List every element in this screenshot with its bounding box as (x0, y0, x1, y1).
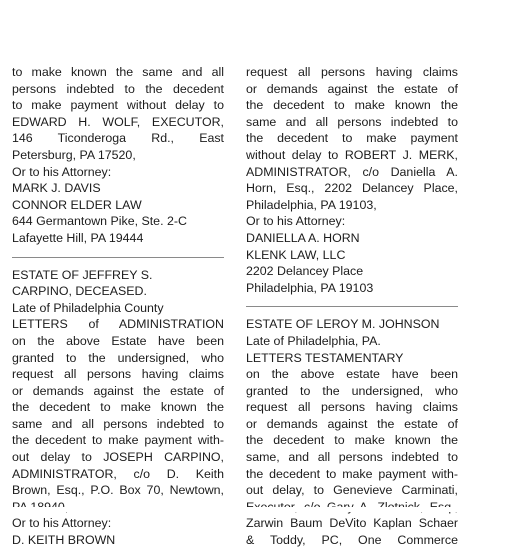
notice-text-line: out delay to JOSEPH CARPINO, (12, 450, 224, 465)
notice-text-line: 2202 Delancey Place (246, 264, 364, 279)
notice-text-line: 644 Germantown Pike, Ste. 2-C (12, 214, 187, 229)
notice-text-line: & Toddy, PC, One Commerce (246, 533, 458, 548)
notice-text-line: granted to the undersigned, who (246, 383, 458, 398)
notice-text-line: Lafayette Hill, PA 19444 (12, 230, 144, 245)
notice-divider (246, 306, 458, 307)
notice-text-line: 146 Ticonderoga Rd., East (12, 131, 224, 146)
notice-text-line: ADMINISTRATOR, c/o Daniella A. (246, 164, 458, 179)
notice-divider (12, 257, 224, 258)
notice-text-line: Or to his Attorney: (246, 214, 346, 229)
notice-text-line: out delay, to Genevieve Carminati, (246, 483, 458, 498)
notice-text-line: ADMINISTRATOR, c/o D. Keith (12, 466, 224, 481)
notice-text-line: request all persons having claims (12, 367, 224, 382)
notice-text-line: Philadelphia, PA 19103, (246, 197, 377, 212)
notice-text-line: the decedent to make known the (12, 400, 224, 415)
notice-text-line: Late of Philadelphia County (12, 300, 164, 315)
notice-text-line: the decedent to make payment with- (12, 433, 224, 448)
notice-text-line: the decedent to make known the (246, 433, 458, 448)
notice-text-line: to make known the same and all (12, 65, 224, 79)
notice-text-line: CARPINO, DECEASED. (12, 284, 147, 299)
notice-text-line: D. KEITH BROWN (12, 533, 116, 548)
notice-text-line: Philadelphia, PA 19103 (246, 280, 374, 295)
right-column (246, 64, 458, 549)
notice-text-line: Or to his Attorney: (12, 164, 112, 179)
notice-text-line: the decedent to make known the (246, 98, 458, 113)
notice-text-line: ESTATE OF LEROY M. JOHNSON (246, 317, 440, 332)
notice-text-line: on the above Estate have been (12, 333, 224, 348)
notice-text-line: Brown, Esq., P.O. Box 70, Newtown, (12, 483, 224, 498)
notice-text-line: MARK J. DAVIS (12, 181, 101, 196)
notice-text-line: LETTERS of ADMINISTRATION (12, 317, 224, 332)
notice-text-line: or demands against the estate of (246, 81, 458, 96)
notice-text-line: EDWARD H. WOLF, EXECUTOR, (12, 114, 224, 129)
notice-text-line: Zarwin Baum DeVito Kaplan Schaer (246, 516, 458, 531)
notice-text-line: LETTERS TESTAMENTARY (246, 350, 404, 365)
notice-text-line: or demands against the estate of (246, 416, 458, 431)
notice-wolf-estate (12, 64, 224, 247)
notice-text-line: Petersburg, PA 17520, (12, 147, 136, 162)
notice-merk-estate (246, 64, 458, 296)
notice-text-line: ESTATE OF JEFFREY S. (12, 267, 153, 282)
notice-text-line: the decedent to make payment with- (246, 466, 458, 481)
notice-text-line: CONNOR ELDER LAW (12, 197, 142, 212)
notice-text-line: KLENK LAW, LLC (246, 247, 346, 262)
notice-johnson-estate (246, 316, 458, 548)
notice-text-line: same and all persons indebted to (12, 416, 224, 431)
notice-text-line: Horn, Esq., 2202 Delancey Place, (246, 181, 458, 196)
notice-text-line: granted to the undersigned, who (12, 350, 224, 365)
page-bottom-crop (0, 507, 512, 512)
notice-text-line: request all persons having claims (246, 65, 458, 79)
notice-text-line: Or to his Attorney: (12, 516, 112, 531)
notice-text-line: DANIELLA A. HORN (246, 230, 360, 245)
notice-text-line: same and all persons indebted to (246, 114, 458, 129)
notice-text-line: on the above estate have been (246, 367, 458, 382)
notice-text-line: the decedent to make payment (246, 131, 458, 146)
notice-text-line: request all persons having claims (246, 400, 458, 415)
left-column (12, 64, 224, 549)
notice-text-line: persons indebted to the decedent (12, 81, 224, 96)
notice-text-line: or demands against the estate of (12, 383, 224, 398)
notice-text-line: to make payment without delay to (12, 98, 224, 113)
notice-text-line: without delay to ROBERT J. MERK, (246, 147, 458, 162)
notice-text-line: Late of Philadelphia, PA. (246, 333, 381, 348)
notice-text-line: same, and all persons indebted to (246, 450, 458, 465)
